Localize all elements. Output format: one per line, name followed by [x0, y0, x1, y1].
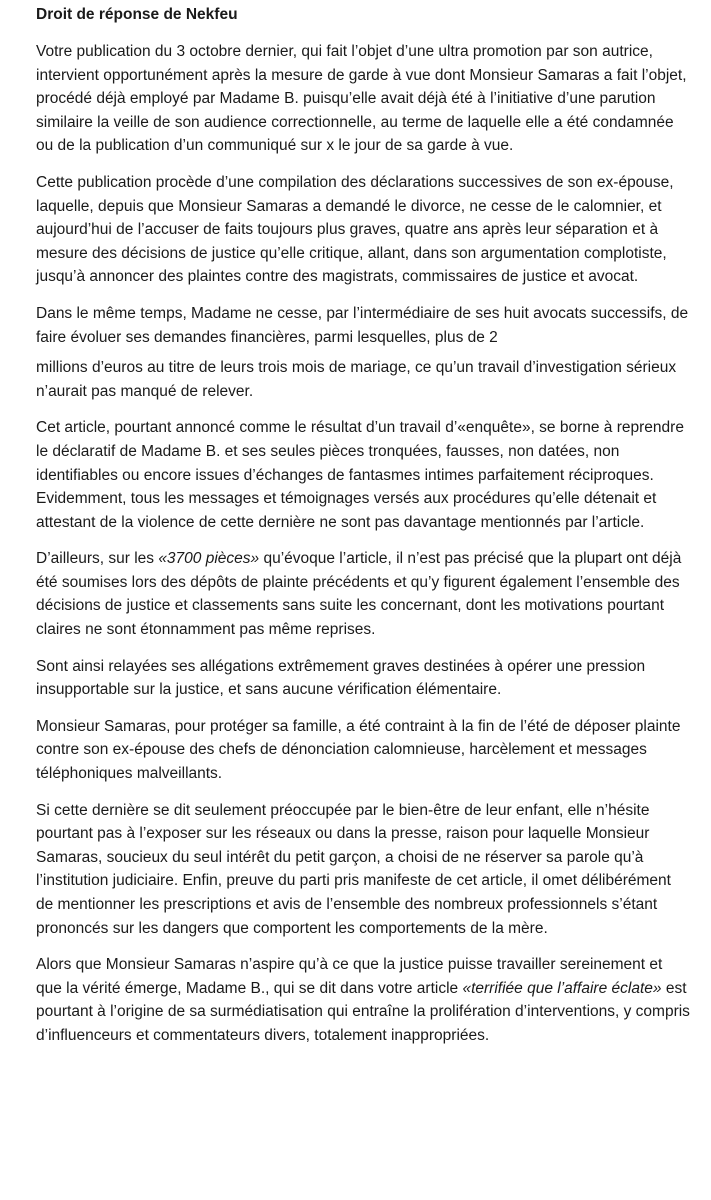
paragraph-1: Votre publication du 3 octobre dernier, qui fait l’objet d’une ultra promotion par son autrice, intervient opportunément après la mesure de garde à vue dont Monsieur Samaras a fait l’objet, procédé déjà employé par Madame B. puisqu’elle avait déjà été à l’initiative d’une parution similaire la veille de son audience correctionnelle, au terme de laquelle elle a été condamnée ou de la publication d’un communiqué sur x le jour de sa garde à vue. — [36, 43, 687, 155]
paragraph-7: Sont ainsi relayées ses allégations extrêmement graves destinées à opérer une pression insupportable sur la justice, et sans aucune vérification élémentaire. — [36, 657, 646, 699]
paragraph-10-after: est pourtant à l’origine de sa surmédiatisation qui entraîne la prolifération d’interventions, y compris d’influenceurs et commentateurs divers, totalement inappropriées. — [36, 979, 690, 1044]
paragraph-3: Dans le même temps, Madame ne cesse, par l’intermédiaire de ses huit avocats successifs, de faire évoluer ses demandes financières, parmi lesquelles, plus de 2 — [36, 304, 689, 346]
paragraph-10-before: Alors que Monsieur Samaras n’aspire qu’à ce que la justice puisse travailler sereinement et que la vérité émerge, Madame B., qui se dit dans votre article — [36, 956, 663, 997]
paragraph-2: Cette publication procède d’une compilation des déclarations successives de son ex-épouse, laquelle, depuis que Monsieur Samaras a demandé le divorce, ne cesse de le calomnier, et aujourd’hui de l’accuser de faits toujours plus graves, quatre ans après leur séparation et à mesure des décisions de justice qu’elle critique, allant, dans son argumentation complotiste, jusqu’à annoncer des plaintes contre des magistrats, commissaires de justice et avocat. — [36, 173, 674, 286]
paragraph-5: Cet article, pourtant annoncé comme le résultat d’un travail d’«enquête», se borne à reprendre le déclaratif de Madame B. et ses seules pièces tronquées, fausses, non datées, non identifiables ou encore issues d’échanges de fantasmes intimes parfaitement réciproques. Evidemment, tous les messages et témoignages versés aux procédures qu’elle détenait et attestant de la violence de cette dernière ne sont pas davantage mentionnés par l’article. — [36, 419, 684, 531]
paragraph-9: Si cette dernière se dit seulement préoccupée par le bien-être de leur enfant, elle n’hésite pourtant pas à l’exposer sur les réseaux ou dans la presse, raison pour laquelle Monsieur Samaras, soucieux du seul intérêt du petit garçon, a choisi de ne réserver sa parole qu’à l’institution judiciaire. Enfin, preuve du parti pris manifeste de cet article, il omet délibérément de mentionner les prescriptions et avis de l’ensemble des nombreux professionnels s’étant prononcés sur les dangers que comportent les comportements de la mère. — [36, 801, 671, 937]
paragraph-6-after: qu’évoque l’article, il n’est pas précisé que la plupart ont déjà été soumises lors des dépôts de plainte précédents et qu’y figurent également l’ensemble des décisions de justice et classements sans suite les concernant, dont les motivations pourtant claires ne sont étonnamment pas même reprises. — [36, 550, 682, 639]
paragraph-8: Monsieur Samaras, pour protéger sa famille, a été contraint à la fin de l’été de déposer plainte contre son ex-épouse des chefs de dénonciation calomnieuse, harcèlement et messages téléphoniques malveillants. — [36, 717, 681, 783]
paragraph-6 — [36, 547, 691, 641]
document-title: Droit de réponse de Nekfeu — [36, 6, 238, 23]
paragraph-10-quote: «terrifiée que l’affaire éclate» — [462, 979, 662, 997]
paragraph-6-quote: «3700 pièces» — [158, 550, 260, 568]
paragraph-6-before: D’ailleurs, sur les — [36, 550, 159, 568]
paragraph-4: millions d’euros au titre de leurs trois mois de mariage, ce qu’un travail d’investigation sérieux n’aurait pas manqué de relever. — [36, 359, 677, 400]
paragraph-10 — [36, 953, 691, 1047]
